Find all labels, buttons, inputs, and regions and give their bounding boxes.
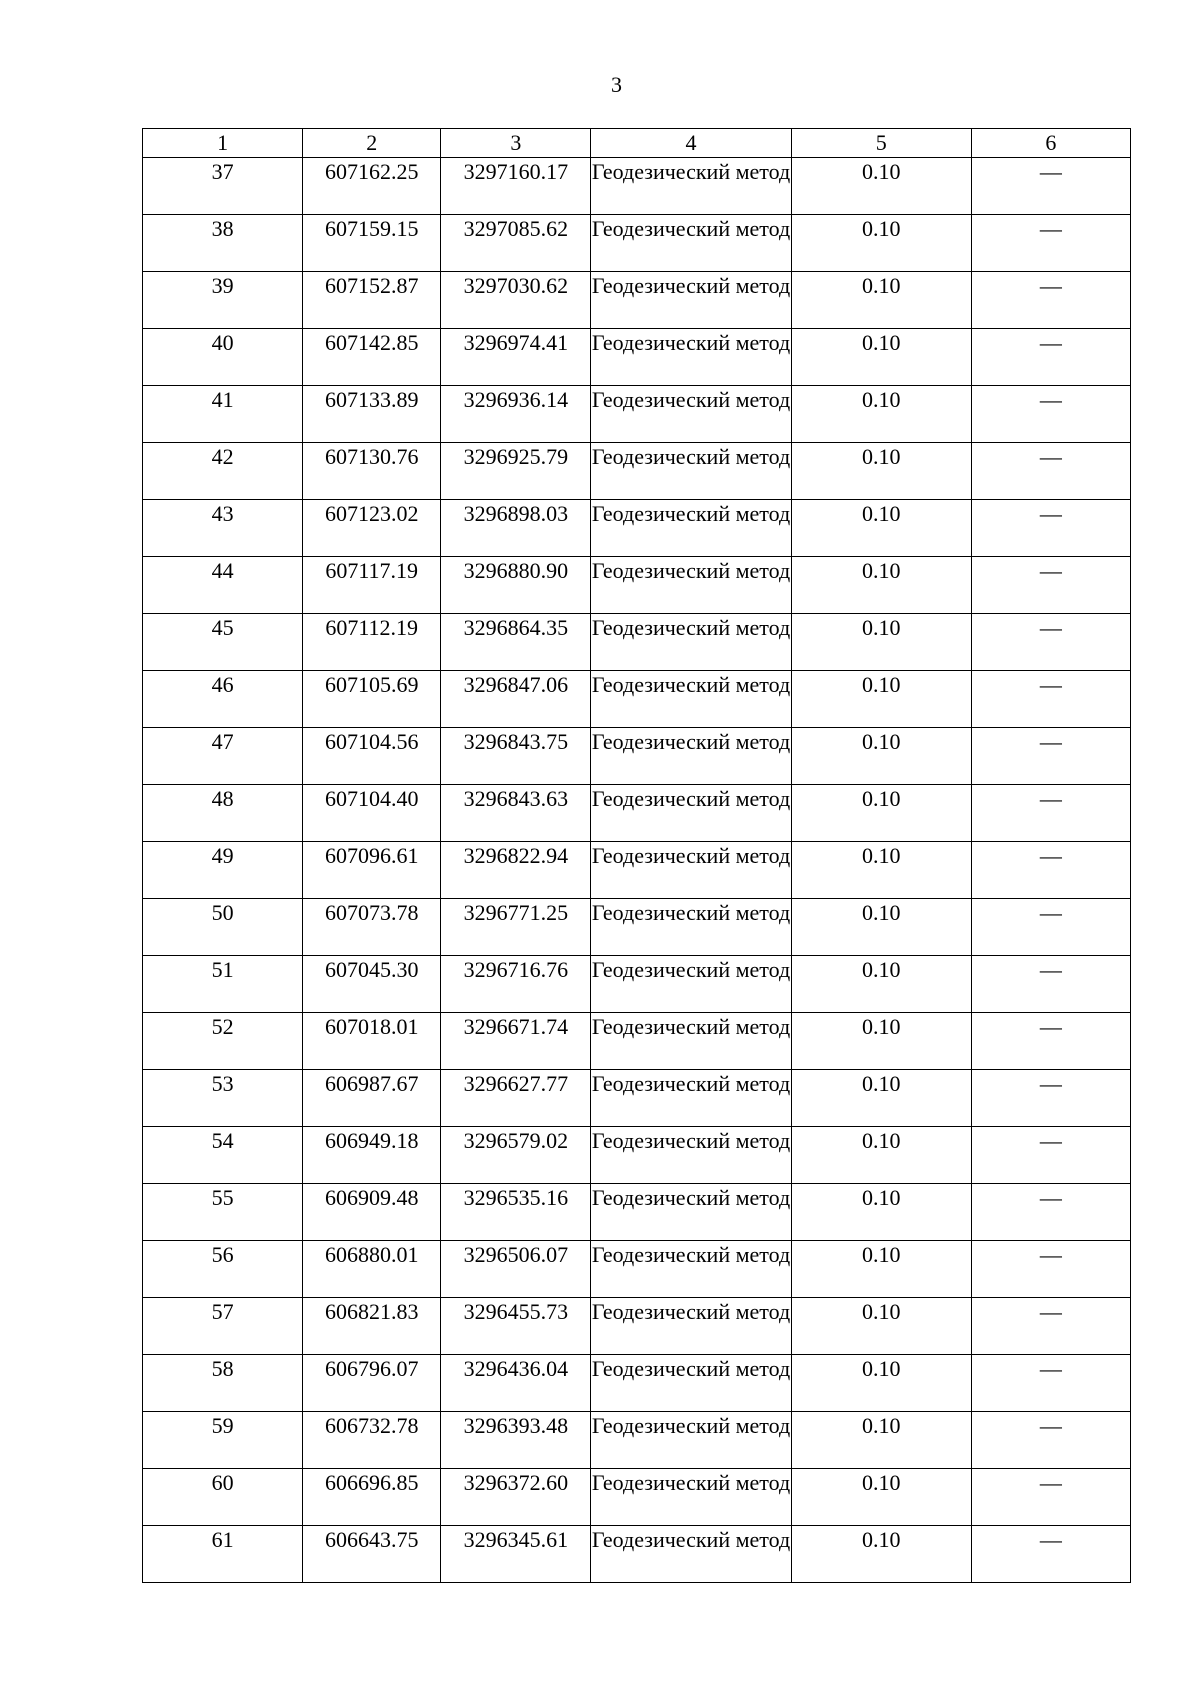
y-coordinate-cell: 3296535.16 — [441, 1184, 591, 1241]
method-cell: Геодезический метод — [591, 272, 791, 329]
point-number-cell: 45 — [143, 614, 303, 671]
point-number-cell: 58 — [143, 1355, 303, 1412]
method-cell: Геодезический метод — [591, 671, 791, 728]
note-cell: — — [971, 671, 1130, 728]
accuracy-cell: 0.10 — [791, 842, 971, 899]
point-number-cell: 42 — [143, 443, 303, 500]
accuracy-cell: 0.10 — [791, 899, 971, 956]
point-number-cell: 47 — [143, 728, 303, 785]
x-coordinate-cell: 607142.85 — [303, 329, 441, 386]
accuracy-cell: 0.10 — [791, 1469, 971, 1526]
accuracy-cell: 0.10 — [791, 1013, 971, 1070]
note-cell: — — [971, 1184, 1130, 1241]
x-coordinate-cell: 606880.01 — [303, 1241, 441, 1298]
accuracy-cell: 0.10 — [791, 443, 971, 500]
x-coordinate-cell: 607133.89 — [303, 386, 441, 443]
header-cell: 6 — [971, 129, 1130, 158]
point-number-cell: 37 — [143, 158, 303, 215]
point-number-cell: 59 — [143, 1412, 303, 1469]
note-cell: — — [971, 557, 1130, 614]
y-coordinate-cell: 3296864.35 — [441, 614, 591, 671]
x-coordinate-cell: 607104.56 — [303, 728, 441, 785]
point-number-cell: 48 — [143, 785, 303, 842]
note-cell: — — [971, 329, 1130, 386]
x-coordinate-cell: 607123.02 — [303, 500, 441, 557]
table-row — [143, 1070, 1131, 1127]
y-coordinate-cell: 3296393.48 — [441, 1412, 591, 1469]
note-cell: — — [971, 1127, 1130, 1184]
accuracy-cell: 0.10 — [791, 956, 971, 1013]
table-row — [143, 1298, 1131, 1355]
coordinates-table — [142, 128, 1131, 1583]
table-row — [143, 158, 1131, 215]
method-cell: Геодезический метод — [591, 329, 791, 386]
point-number-cell: 38 — [143, 215, 303, 272]
accuracy-cell: 0.10 — [791, 1184, 971, 1241]
table-row — [143, 386, 1131, 443]
y-coordinate-cell: 3296880.90 — [441, 557, 591, 614]
x-coordinate-cell: 606732.78 — [303, 1412, 441, 1469]
note-cell: — — [971, 215, 1130, 272]
accuracy-cell: 0.10 — [791, 272, 971, 329]
accuracy-cell: 0.10 — [791, 1241, 971, 1298]
point-number-cell: 52 — [143, 1013, 303, 1070]
x-coordinate-cell: 606796.07 — [303, 1355, 441, 1412]
method-cell: Геодезический метод — [591, 158, 791, 215]
point-number-cell: 43 — [143, 500, 303, 557]
method-cell: Геодезический метод — [591, 899, 791, 956]
table-row — [143, 1412, 1131, 1469]
table-row — [143, 614, 1131, 671]
table-row — [143, 1469, 1131, 1526]
x-coordinate-cell: 606987.67 — [303, 1070, 441, 1127]
point-number-cell: 41 — [143, 386, 303, 443]
x-coordinate-cell: 606696.85 — [303, 1469, 441, 1526]
point-number-cell: 60 — [143, 1469, 303, 1526]
method-cell: Геодезический метод — [591, 1355, 791, 1412]
accuracy-cell: 0.10 — [791, 158, 971, 215]
point-number-cell: 40 — [143, 329, 303, 386]
method-cell: Геодезический метод — [591, 215, 791, 272]
table-row — [143, 272, 1131, 329]
page-number: 3 — [611, 72, 622, 97]
accuracy-cell: 0.10 — [791, 1355, 971, 1412]
method-cell: Геодезический метод — [591, 1070, 791, 1127]
table-row — [143, 1013, 1131, 1070]
header-cell: 4 — [591, 129, 791, 158]
table-row — [143, 785, 1131, 842]
accuracy-cell: 0.10 — [791, 728, 971, 785]
y-coordinate-cell: 3296936.14 — [441, 386, 591, 443]
note-cell: — — [971, 1298, 1130, 1355]
x-coordinate-cell: 606821.83 — [303, 1298, 441, 1355]
note-cell: — — [971, 443, 1130, 500]
accuracy-cell: 0.10 — [791, 500, 971, 557]
y-coordinate-cell: 3296506.07 — [441, 1241, 591, 1298]
y-coordinate-cell: 3296843.75 — [441, 728, 591, 785]
method-cell: Геодезический метод — [591, 728, 791, 785]
note-cell: — — [971, 1241, 1130, 1298]
header-cell: 3 — [441, 129, 591, 158]
x-coordinate-cell: 607073.78 — [303, 899, 441, 956]
note-cell: — — [971, 842, 1130, 899]
y-coordinate-cell: 3297085.62 — [441, 215, 591, 272]
note-cell: — — [971, 1526, 1130, 1583]
x-coordinate-cell: 607130.76 — [303, 443, 441, 500]
x-coordinate-cell: 607117.19 — [303, 557, 441, 614]
note-cell: — — [971, 728, 1130, 785]
point-number-cell: 61 — [143, 1526, 303, 1583]
method-cell: Геодезический метод — [591, 500, 791, 557]
x-coordinate-cell: 607105.69 — [303, 671, 441, 728]
point-number-cell: 39 — [143, 272, 303, 329]
method-cell: Геодезический метод — [591, 1412, 791, 1469]
method-cell: Геодезический метод — [591, 1184, 791, 1241]
accuracy-cell: 0.10 — [791, 386, 971, 443]
note-cell: — — [971, 158, 1130, 215]
y-coordinate-cell: 3296372.60 — [441, 1469, 591, 1526]
note-cell: — — [971, 500, 1130, 557]
accuracy-cell: 0.10 — [791, 215, 971, 272]
table-row — [143, 215, 1131, 272]
header-cell: 5 — [791, 129, 971, 158]
y-coordinate-cell: 3296925.79 — [441, 443, 591, 500]
note-cell: — — [971, 1070, 1130, 1127]
note-cell: — — [971, 1469, 1130, 1526]
accuracy-cell: 0.10 — [791, 1298, 971, 1355]
method-cell: Геодезический метод — [591, 386, 791, 443]
table-row — [143, 1127, 1131, 1184]
y-coordinate-cell: 3296822.94 — [441, 842, 591, 899]
method-cell: Геодезический метод — [591, 1469, 791, 1526]
x-coordinate-cell: 607045.30 — [303, 956, 441, 1013]
table-row — [143, 443, 1131, 500]
accuracy-cell: 0.10 — [791, 614, 971, 671]
method-cell: Геодезический метод — [591, 557, 791, 614]
accuracy-cell: 0.10 — [791, 329, 971, 386]
point-number-cell: 49 — [143, 842, 303, 899]
table-row — [143, 329, 1131, 386]
y-coordinate-cell: 3296771.25 — [441, 899, 591, 956]
y-coordinate-cell: 3297030.62 — [441, 272, 591, 329]
table-row — [143, 956, 1131, 1013]
table-row — [143, 1241, 1131, 1298]
y-coordinate-cell: 3296627.77 — [441, 1070, 591, 1127]
header-row — [143, 129, 1131, 158]
y-coordinate-cell: 3296436.04 — [441, 1355, 591, 1412]
point-number-cell: 56 — [143, 1241, 303, 1298]
method-cell: Геодезический метод — [591, 1013, 791, 1070]
y-coordinate-cell: 3296716.76 — [441, 956, 591, 1013]
accuracy-cell: 0.10 — [791, 1526, 971, 1583]
y-coordinate-cell: 3296847.06 — [441, 671, 591, 728]
x-coordinate-cell: 607096.61 — [303, 842, 441, 899]
table-row — [143, 500, 1131, 557]
method-cell: Геодезический метод — [591, 1298, 791, 1355]
y-coordinate-cell: 3296579.02 — [441, 1127, 591, 1184]
accuracy-cell: 0.10 — [791, 1070, 971, 1127]
x-coordinate-cell: 607162.25 — [303, 158, 441, 215]
accuracy-cell: 0.10 — [791, 1127, 971, 1184]
table-row — [143, 1184, 1131, 1241]
x-coordinate-cell: 607104.40 — [303, 785, 441, 842]
point-number-cell: 50 — [143, 899, 303, 956]
note-cell: — — [971, 1355, 1130, 1412]
point-number-cell: 54 — [143, 1127, 303, 1184]
accuracy-cell: 0.10 — [791, 785, 971, 842]
method-cell: Геодезический метод — [591, 1127, 791, 1184]
y-coordinate-cell: 3296974.41 — [441, 329, 591, 386]
method-cell: Геодезический метод — [591, 614, 791, 671]
x-coordinate-cell: 606949.18 — [303, 1127, 441, 1184]
note-cell: — — [971, 614, 1130, 671]
point-number-cell: 44 — [143, 557, 303, 614]
method-cell: Геодезический метод — [591, 956, 791, 1013]
note-cell: — — [971, 899, 1130, 956]
method-cell: Геодезический метод — [591, 1526, 791, 1583]
table-row — [143, 1526, 1131, 1583]
note-cell: — — [971, 1013, 1130, 1070]
note-cell: — — [971, 1412, 1130, 1469]
accuracy-cell: 0.10 — [791, 671, 971, 728]
table-row — [143, 899, 1131, 956]
method-cell: Геодезический метод — [591, 785, 791, 842]
y-coordinate-cell: 3296843.63 — [441, 785, 591, 842]
y-coordinate-cell: 3296345.61 — [441, 1526, 591, 1583]
table-row — [143, 557, 1131, 614]
note-cell: — — [971, 956, 1130, 1013]
table-row — [143, 728, 1131, 785]
header-cell: 1 — [143, 129, 303, 158]
table-row — [143, 671, 1131, 728]
y-coordinate-cell: 3297160.17 — [441, 158, 591, 215]
x-coordinate-cell: 606909.48 — [303, 1184, 441, 1241]
y-coordinate-cell: 3296455.73 — [441, 1298, 591, 1355]
point-number-cell: 51 — [143, 956, 303, 1013]
x-coordinate-cell: 607112.19 — [303, 614, 441, 671]
x-coordinate-cell: 607152.87 — [303, 272, 441, 329]
accuracy-cell: 0.10 — [791, 557, 971, 614]
accuracy-cell: 0.10 — [791, 1412, 971, 1469]
point-number-cell: 57 — [143, 1298, 303, 1355]
table-row — [143, 1355, 1131, 1412]
x-coordinate-cell: 607018.01 — [303, 1013, 441, 1070]
point-number-cell: 55 — [143, 1184, 303, 1241]
x-coordinate-cell: 607159.15 — [303, 215, 441, 272]
note-cell: — — [971, 785, 1130, 842]
note-cell: — — [971, 386, 1130, 443]
note-cell: — — [971, 272, 1130, 329]
table-row — [143, 842, 1131, 899]
point-number-cell: 46 — [143, 671, 303, 728]
method-cell: Геодезический метод — [591, 1241, 791, 1298]
header-cell: 2 — [303, 129, 441, 158]
y-coordinate-cell: 3296671.74 — [441, 1013, 591, 1070]
method-cell: Геодезический метод — [591, 443, 791, 500]
point-number-cell: 53 — [143, 1070, 303, 1127]
method-cell: Геодезический метод — [591, 842, 791, 899]
y-coordinate-cell: 3296898.03 — [441, 500, 591, 557]
x-coordinate-cell: 606643.75 — [303, 1526, 441, 1583]
